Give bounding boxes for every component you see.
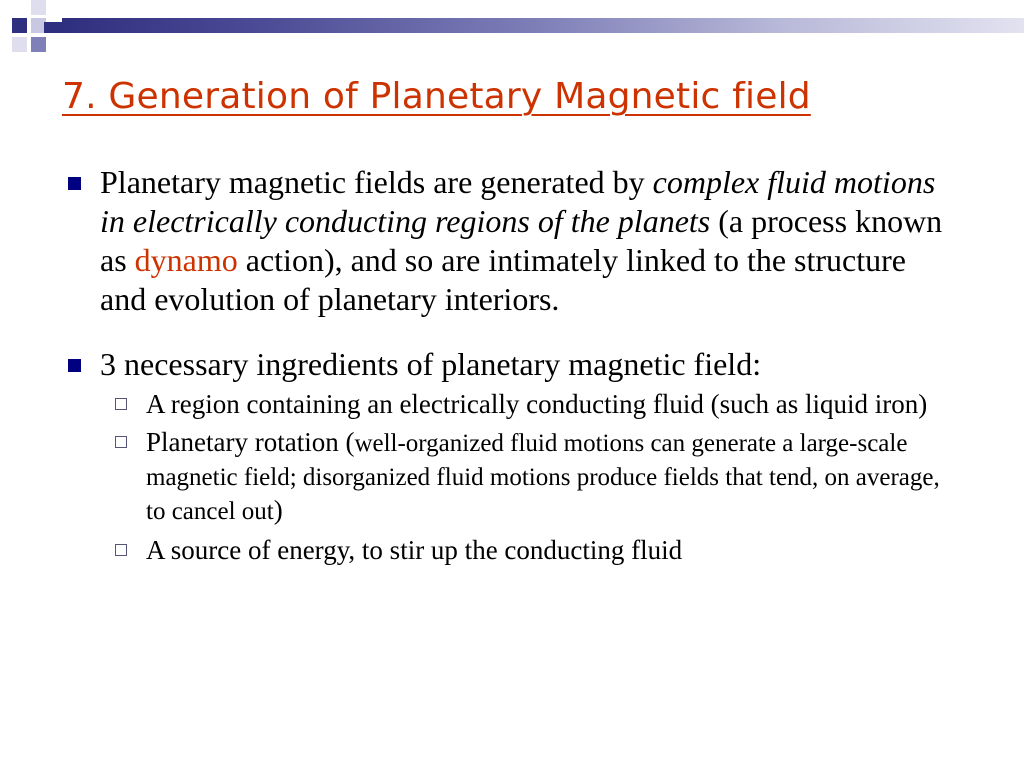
bullet-text: 3 necessary ingredients of planetary magnetic field: <box>100 346 762 382</box>
filled-square-icon <box>68 177 81 190</box>
sub-item-text: A region containing an electrically conducting fluid (such as liquid iron) <box>146 389 928 419</box>
sub-item-text-close: ) <box>273 495 283 525</box>
corner-square-pale-icon <box>31 0 46 15</box>
slide-title: 7. Generation of Planetary Magnetic field <box>62 76 811 117</box>
bullet-item-ingredients <box>60 345 950 384</box>
sub-item-text: A source of energy, to stir up the conducting fluid <box>146 535 683 565</box>
corner-square-navy-icon <box>12 18 27 33</box>
dynamo-highlight: dynamo <box>134 242 238 278</box>
corner-square-navy-icon <box>44 22 62 33</box>
bullet-item-dynamo <box>60 163 950 319</box>
slide-body <box>60 163 960 572</box>
sub-item-planetary-rotation <box>60 426 946 528</box>
sub-item-text-detail: well-organized fluid motions can generate a large-scale magnetic field; disorganized fluid motions produce fields that tend, on average, to cancel out <box>146 430 940 525</box>
sub-item-conducting-fluid <box>60 388 946 420</box>
bullet-text-italic: complex fluid motions in electrically conducting regions of the planets <box>100 164 936 239</box>
bullet-text-mid: (a process known as <box>100 203 943 278</box>
corner-square-mid-icon <box>31 37 46 52</box>
bullet-text-end: action), and so are intimately linked to the structure and evolution of planetary interiors. <box>100 242 906 317</box>
sub-item-text-main: Planetary rotation ( <box>146 427 355 457</box>
sub-item-energy-source <box>60 534 946 566</box>
header-gradient-bar <box>62 18 1024 33</box>
corner-square-pale-icon <box>12 37 27 52</box>
hollow-square-icon <box>115 544 127 556</box>
hollow-square-icon <box>115 398 127 410</box>
bullet-text-start: Planetary magnetic fields are generated by <box>100 164 653 200</box>
filled-square-icon <box>68 359 81 372</box>
hollow-square-icon <box>115 436 127 448</box>
